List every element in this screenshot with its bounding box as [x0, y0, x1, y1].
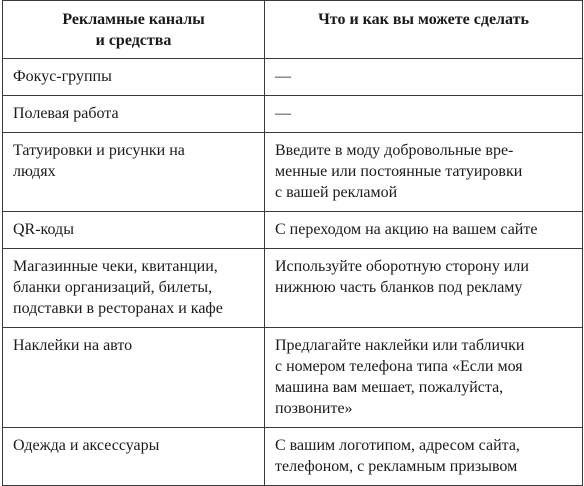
action-cell: Введите в моду добровольные вре- менные или постоянные татуировки с вашей рекламой — [265, 133, 583, 212]
table-row — [3, 249, 583, 328]
channel-cell: Наклейки на авто — [3, 328, 265, 428]
action-cell: — — [265, 59, 583, 96]
table-row — [3, 96, 583, 133]
table-row — [3, 428, 583, 486]
action-cell: С вашим логотипом, адресом сайта, телефоном, с рекламным призывом — [265, 428, 583, 486]
channel-cell: Фокус-группы — [3, 59, 265, 96]
channel-cell: Одежда и аксессуары — [3, 428, 265, 486]
channel-cell: Полевая работа — [3, 96, 265, 133]
table-header-row — [3, 1, 583, 59]
channel-cell: Магазинные чеки, квитанции, бланки организаций, билеты, подставки в ресторанах и кафе — [3, 249, 265, 328]
action-cell: — — [265, 96, 583, 133]
header-actions: Что и как вы можете сделать — [265, 1, 583, 59]
table-row — [3, 133, 583, 212]
advertising-channels-table — [2, 0, 583, 486]
table-row — [3, 59, 583, 96]
channel-cell: Татуировки и рисунки на людях — [3, 133, 265, 212]
table-row — [3, 328, 583, 428]
channel-cell: QR-коды — [3, 212, 265, 249]
action-cell: С переходом на акцию на вашем сайте — [265, 212, 583, 249]
table-row — [3, 212, 583, 249]
action-cell: Предлагайте наклейки или таблички с номером телефона типа «Если моя машина вам мешает, пожалуйста, позвоните» — [265, 328, 583, 428]
header-channels: Рекламные каналы и средства — [3, 1, 265, 59]
action-cell: Используйте оборотную сторону или нижнюю часть бланков под рекламу — [265, 249, 583, 328]
